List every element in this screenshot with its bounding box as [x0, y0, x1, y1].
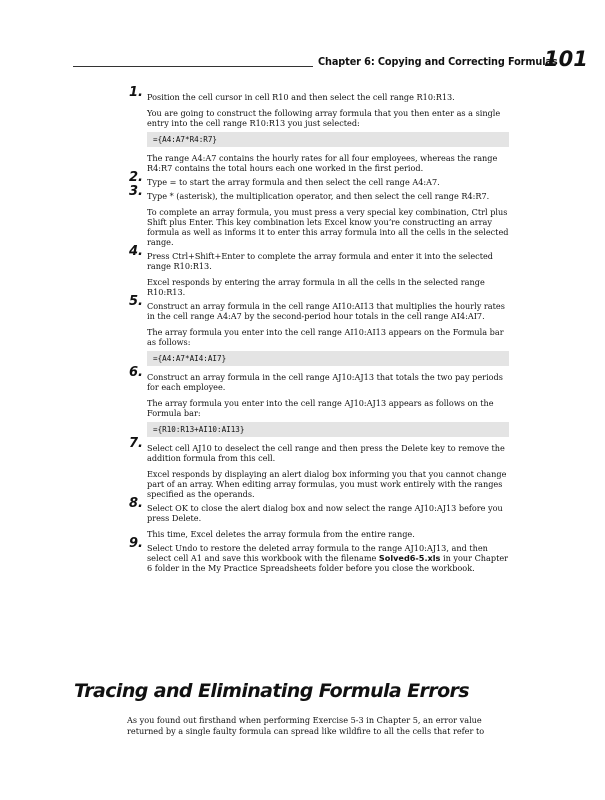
- step-text-before: Select Undo to restore the deleted array formula to the range AJ10:AJ13, and then select cell A1 and save this workbook with the filename: [147, 543, 488, 563]
- step-detail: The array formula you enter into the cell range AI10:AI13 appears on the Formula bar as follows:: [147, 327, 504, 347]
- step-number: 3.: [129, 184, 143, 199]
- chapter-title: Chapter 6: Copying and Correcting Formulas: [318, 55, 558, 68]
- step-detail: This time, Excel deletes the array formula from the entire range.: [147, 529, 415, 539]
- step-7: [129, 436, 509, 499]
- step-number: 8.: [129, 496, 143, 511]
- code-block: ={R10:R13+AI10:AI13}: [147, 422, 509, 437]
- step-detail: The range A4:A7 contains the hourly rates for all four employees, whereas the range R4:R7 contains the total hours each one worked in the first period.: [147, 153, 498, 173]
- code-block: ={A4:A7*AI4:AI7}: [147, 351, 509, 366]
- step-text: Construct an array formula in the cell range AI10:AI13 that multiplies the hourly rates in the cell range A4:A7 by the second-period hour totals in the cell range AI4:AI7.: [147, 301, 505, 321]
- step-3: [129, 184, 509, 247]
- header-rule: [73, 66, 313, 67]
- step-text-after: in your Chapter 6 folder in the My Practice Spreadsheets folder before you close the workbook.: [147, 553, 509, 573]
- step-text: Press Ctrl+Shift+Enter to complete the array formula and enter it into the selected range R10:R13.: [147, 251, 494, 271]
- step-detail: You are going to construct the following array formula that you then enter as a single entry into the cell range R10:R13 you just selected:: [147, 108, 501, 128]
- step-8: [129, 496, 509, 539]
- step-number: 1.: [129, 85, 143, 100]
- step-detail: Excel responds by displaying an alert dialog box informing you that you cannot change part of an array. When editing array formulas, you must work entirely with the ranges specified as the operands.: [147, 469, 507, 499]
- steps-list: [129, 85, 509, 577]
- step-detail: To complete an array formula, you must press a very special key combination, Ctrl plus Shift plus Enter. This key combination lets Excel know you’re constructing an array formula as well as informs it to enter this array formula into all the cells in the selected range.: [147, 207, 509, 247]
- step-text: Select OK to close the alert dialog box and now select the range AJ10:AJ13 before you press Delete.: [147, 503, 503, 523]
- step-number: 7.: [129, 436, 143, 451]
- section-title: Tracing and Eliminating Formula Errors: [74, 680, 469, 702]
- step-5: [129, 294, 509, 366]
- step-2: [129, 170, 509, 187]
- step-text: Type = to start the array formula and then select the cell range A4:A7.: [147, 177, 440, 187]
- step-number: 2.: [129, 170, 143, 185]
- step-text: [147, 543, 509, 573]
- step-number: 4.: [129, 244, 143, 259]
- step-number: 6.: [129, 365, 143, 380]
- step-4: [129, 244, 509, 297]
- step-6: [129, 365, 509, 437]
- step-text: Select cell AJ10 to deselect the cell range and then press the Delete key to remove the addition formula from this cell.: [147, 443, 505, 463]
- step-number: 9.: [129, 536, 143, 551]
- page-number: 101: [544, 47, 588, 71]
- step-text: Type * (asterisk), the multiplication operator, and then select the cell range R4:R7.: [147, 191, 490, 201]
- step-number: 5.: [129, 294, 143, 309]
- step-detail: Excel responds by entering the array formula in all the cells in the selected range R10:R13.: [147, 277, 485, 297]
- step-detail: The array formula you enter into the cell range AJ10:AJ13 appears as follows on the Formula bar:: [147, 398, 494, 418]
- step-text: Construct an array formula in the cell range AJ10:AJ13 that totals the two pay periods for each employee.: [147, 372, 503, 392]
- step-1: [129, 85, 509, 173]
- step-text: Position the cell cursor in cell R10 and then select the cell range R10:R13.: [147, 92, 455, 102]
- step-9: [129, 536, 509, 573]
- code-block: ={A4:A7*R4:R7}: [147, 132, 509, 147]
- section-body: As you found out firsthand when performing Exercise 5-3 in Chapter 5, an error value returned by a single faulty formula can spread like wildfire to all the cells that refer to: [127, 715, 485, 736]
- filename: Solved6-5.xls: [378, 553, 441, 563]
